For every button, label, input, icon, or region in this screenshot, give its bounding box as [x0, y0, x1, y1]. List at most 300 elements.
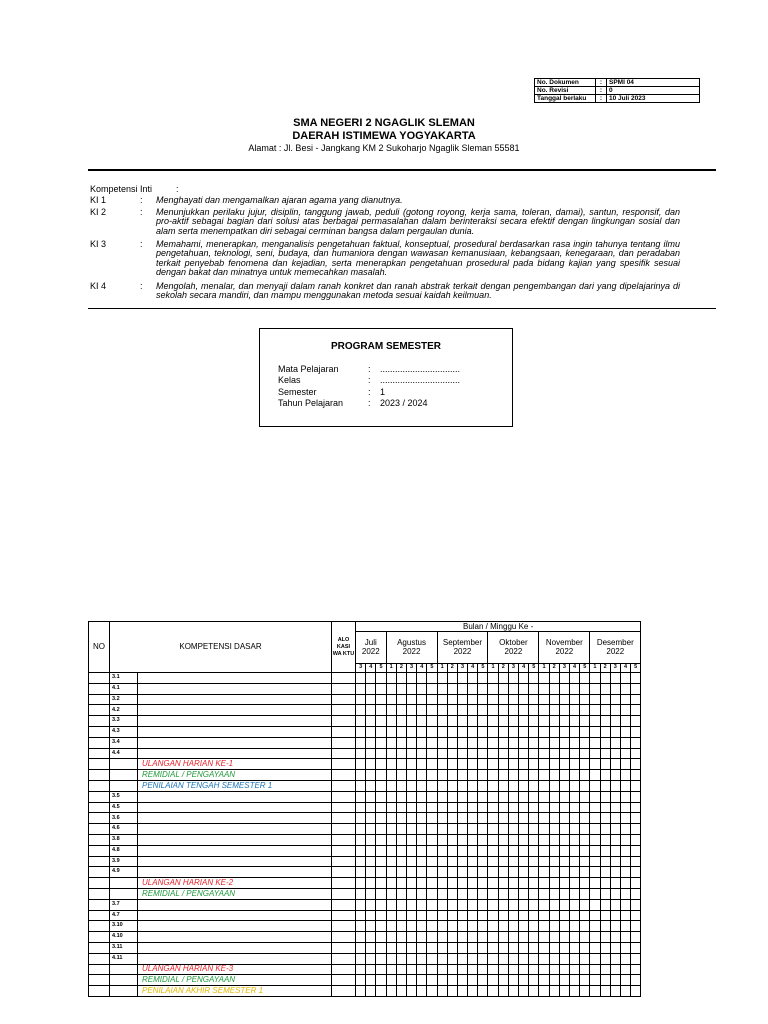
week-cell — [366, 899, 376, 910]
table-row — [89, 683, 641, 694]
week-cell — [366, 802, 376, 813]
week-cell — [417, 770, 427, 781]
month-header — [356, 632, 387, 664]
week-cell — [417, 824, 427, 835]
week-cell — [437, 878, 447, 889]
week-cell — [590, 759, 600, 770]
week-cell — [508, 824, 518, 835]
week-cell — [600, 856, 610, 867]
week-cell — [519, 673, 529, 684]
week-cell — [569, 986, 579, 997]
week-cell — [600, 694, 610, 705]
month-name: September — [442, 638, 483, 647]
week-cell — [406, 834, 416, 845]
week-cell — [366, 867, 376, 878]
row-alokasi — [332, 824, 356, 835]
week-cell — [580, 673, 590, 684]
row-no — [89, 813, 110, 824]
ki-text: Memahami, menerapkan, menganalisis pengetahuan faktual, konseptual, prosedural berdasarkan rasa ingin tahunya tentang ilmu pengetahuan, teknologi, seni, budaya, dan humaniora dengan wawasan kemanusiaan, kebangsaan, kenegaraan, dan peradaban terkait penyebab fenomena dan kejadian, serta menerapkan pengetahuan prosedural pada bidang kajian yang spesifik sesuai dengan bakat dan minatnya untuk memecahkan masalah. — [156, 239, 680, 277]
week-cell — [427, 942, 437, 953]
week-cell — [406, 694, 416, 705]
week-cell — [427, 705, 437, 716]
week-cell — [447, 683, 457, 694]
ki-divider — [88, 308, 716, 309]
week-cell — [610, 878, 620, 889]
week-cell — [366, 694, 376, 705]
week-number: 1 — [590, 664, 600, 673]
week-cell — [498, 673, 508, 684]
week-cell — [386, 791, 396, 802]
week-cell — [376, 942, 386, 953]
week-cell — [457, 673, 467, 684]
week-cell — [539, 770, 549, 781]
week-cell — [529, 683, 539, 694]
week-cell — [631, 953, 641, 964]
week-cell — [631, 780, 641, 791]
week-cell — [356, 899, 366, 910]
week-cell — [508, 878, 518, 889]
week-cell — [529, 921, 539, 932]
week-cell — [427, 802, 437, 813]
week-cell — [447, 878, 457, 889]
week-cell — [620, 932, 630, 943]
week-number: 4 — [366, 664, 376, 673]
week-number: 4 — [620, 664, 630, 673]
week-cell — [610, 683, 620, 694]
week-cell — [468, 942, 478, 953]
week-cell — [600, 910, 610, 921]
week-cell — [488, 824, 498, 835]
week-cell — [631, 888, 641, 899]
week-cell — [376, 759, 386, 770]
row-no — [89, 834, 110, 845]
document-info-table — [534, 78, 700, 103]
week-cell — [631, 899, 641, 910]
week-cell — [376, 673, 386, 684]
week-cell — [580, 953, 590, 964]
week-cell — [508, 910, 518, 921]
week-cell — [580, 759, 590, 770]
table-row — [89, 910, 641, 921]
week-cell — [386, 867, 396, 878]
week-cell — [620, 705, 630, 716]
week-cell — [376, 737, 386, 748]
week-cell — [559, 932, 569, 943]
week-cell — [539, 953, 549, 964]
week-cell — [539, 694, 549, 705]
week-cell — [620, 964, 630, 975]
week-cell — [366, 705, 376, 716]
row-no — [89, 964, 110, 975]
week-cell — [437, 834, 447, 845]
week-cell — [620, 856, 630, 867]
week-cell — [376, 921, 386, 932]
week-cell — [631, 726, 641, 737]
week-cell — [569, 791, 579, 802]
week-cell — [600, 673, 610, 684]
week-cell — [569, 899, 579, 910]
week-cell — [508, 726, 518, 737]
week-cell — [478, 986, 488, 997]
row-no — [89, 759, 110, 770]
week-cell — [498, 878, 508, 889]
week-cell — [519, 748, 529, 759]
week-cell — [559, 770, 569, 781]
week-cell — [457, 953, 467, 964]
week-cell — [457, 942, 467, 953]
row-kd-code: 4.10 — [110, 932, 138, 943]
week-cell — [396, 921, 406, 932]
week-cell — [508, 856, 518, 867]
week-cell — [396, 737, 406, 748]
week-cell — [356, 888, 366, 899]
ki-heading — [90, 184, 179, 194]
week-cell — [366, 770, 376, 781]
week-cell — [559, 910, 569, 921]
week-cell — [569, 845, 579, 856]
week-cell — [447, 975, 457, 986]
month-header — [590, 632, 641, 664]
week-cell — [457, 802, 467, 813]
week-cell — [569, 921, 579, 932]
week-cell — [631, 716, 641, 727]
row-kd-code — [110, 770, 138, 781]
week-cell — [468, 705, 478, 716]
week-cell — [580, 770, 590, 781]
doc-info-label: Tanggal berlaku — [535, 95, 596, 103]
doc-info-row — [535, 87, 700, 95]
week-cell — [478, 770, 488, 781]
week-cell — [620, 910, 630, 921]
row-alokasi — [332, 791, 356, 802]
week-cell — [569, 867, 579, 878]
row-no — [89, 888, 110, 899]
week-cell — [600, 986, 610, 997]
week-cell — [417, 683, 427, 694]
row-no — [89, 910, 110, 921]
row-alokasi — [332, 834, 356, 845]
week-number: 1 — [488, 664, 498, 673]
row-kd-description — [138, 856, 332, 867]
row-kd-code — [110, 878, 138, 889]
week-cell — [600, 845, 610, 856]
week-cell — [569, 683, 579, 694]
week-cell — [437, 888, 447, 899]
table-row — [89, 705, 641, 716]
week-cell — [417, 975, 427, 986]
week-number: 2 — [396, 664, 406, 673]
row-kd-description — [138, 813, 332, 824]
week-cell — [559, 791, 569, 802]
week-cell — [610, 759, 620, 770]
row-kd-code: 4.2 — [110, 705, 138, 716]
week-cell — [437, 770, 447, 781]
week-cell — [631, 770, 641, 781]
week-cell — [417, 888, 427, 899]
week-cell — [620, 986, 630, 997]
week-cell — [620, 802, 630, 813]
week-cell — [508, 748, 518, 759]
week-cell — [386, 694, 396, 705]
program-value: ................................ — [380, 364, 461, 374]
row-kd-description: REMIDIAL / PENGAYAAN — [138, 975, 332, 986]
week-cell — [539, 726, 549, 737]
ki-heading-label: Kompetensi Inti — [90, 184, 153, 194]
week-cell — [580, 748, 590, 759]
week-cell — [376, 726, 386, 737]
week-cell — [376, 856, 386, 867]
week-cell — [457, 791, 467, 802]
week-cell — [488, 964, 498, 975]
week-cell — [580, 975, 590, 986]
week-cell — [539, 975, 549, 986]
month-name: November — [545, 638, 583, 647]
table-row — [89, 899, 641, 910]
week-cell — [549, 932, 559, 943]
week-cell — [457, 737, 467, 748]
week-cell — [468, 867, 478, 878]
week-cell — [580, 888, 590, 899]
week-cell — [386, 921, 396, 932]
week-cell — [610, 921, 620, 932]
week-cell — [569, 834, 579, 845]
week-cell — [427, 780, 437, 791]
row-kd-code: 4.11 — [110, 953, 138, 964]
program-colon: : — [368, 398, 371, 408]
row-kd-description — [138, 899, 332, 910]
row-kd-description — [138, 726, 332, 737]
week-cell — [447, 932, 457, 943]
week-cell — [549, 737, 559, 748]
week-number: 3 — [559, 664, 569, 673]
table-row — [89, 770, 641, 781]
week-cell — [468, 770, 478, 781]
program-row — [278, 375, 460, 385]
week-cell — [549, 899, 559, 910]
table-row — [89, 986, 641, 997]
row-kd-description: REMIDIAL / PENGAYAAN — [138, 770, 332, 781]
ki-label: KI 2 — [90, 207, 107, 217]
week-cell — [549, 845, 559, 856]
week-cell — [498, 964, 508, 975]
week-cell — [406, 748, 416, 759]
week-cell — [590, 986, 600, 997]
week-cell — [488, 932, 498, 943]
week-cell — [529, 942, 539, 953]
week-cell — [580, 824, 590, 835]
week-cell — [488, 942, 498, 953]
week-cell — [447, 748, 457, 759]
week-cell — [447, 942, 457, 953]
week-cell — [447, 867, 457, 878]
table-row — [89, 888, 641, 899]
week-cell — [488, 975, 498, 986]
doc-info-value: SPMI 04 — [607, 79, 700, 87]
week-cell — [631, 964, 641, 975]
ki-label: KI 3 — [90, 239, 107, 249]
week-cell — [508, 834, 518, 845]
week-cell — [549, 986, 559, 997]
month-year: 2022 — [504, 647, 523, 656]
week-cell — [529, 953, 539, 964]
week-cell — [406, 878, 416, 889]
row-kd-code: 3.5 — [110, 791, 138, 802]
week-cell — [620, 867, 630, 878]
week-number: 3 — [508, 664, 518, 673]
week-cell — [519, 888, 529, 899]
week-cell — [559, 964, 569, 975]
week-cell — [610, 899, 620, 910]
week-cell — [468, 899, 478, 910]
table-row — [89, 759, 641, 770]
row-alokasi — [332, 910, 356, 921]
week-cell — [427, 856, 437, 867]
week-cell — [580, 856, 590, 867]
week-cell — [356, 802, 366, 813]
week-cell — [427, 770, 437, 781]
ki-text: Mengolah, menalar, dan menyaji dalam ranah konkret dan ranah abstrak terkait dengan pengembangan dari yang dipelajarinya di sekolah secara mandiri, dan mampu menggunakan metoda sesuai kaidah keilmuan. — [156, 281, 680, 301]
week-cell — [498, 888, 508, 899]
row-no — [89, 780, 110, 791]
week-cell — [427, 834, 437, 845]
week-cell — [437, 791, 447, 802]
table-row — [89, 878, 641, 889]
week-cell — [427, 867, 437, 878]
week-cell — [600, 942, 610, 953]
week-cell — [529, 737, 539, 748]
week-cell — [488, 899, 498, 910]
week-cell — [457, 824, 467, 835]
week-cell — [417, 878, 427, 889]
week-cell — [620, 899, 630, 910]
week-cell — [559, 856, 569, 867]
week-cell — [610, 737, 620, 748]
table-row — [89, 845, 641, 856]
week-cell — [417, 845, 427, 856]
week-cell — [529, 673, 539, 684]
week-number: 3 — [610, 664, 620, 673]
week-cell — [539, 845, 549, 856]
week-cell — [569, 802, 579, 813]
row-kd-code: 3.2 — [110, 694, 138, 705]
week-cell — [386, 932, 396, 943]
row-kd-description: PENILAIAN TENGAH SEMESTER 1 — [138, 780, 332, 791]
week-cell — [488, 716, 498, 727]
program-value: 1 — [380, 387, 386, 397]
week-cell — [376, 824, 386, 835]
row-kd-description — [138, 932, 332, 943]
week-cell — [539, 683, 549, 694]
week-cell — [437, 986, 447, 997]
week-cell — [539, 705, 549, 716]
week-cell — [508, 705, 518, 716]
week-cell — [600, 932, 610, 943]
week-cell — [519, 845, 529, 856]
week-cell — [386, 953, 396, 964]
week-cell — [376, 845, 386, 856]
week-cell — [559, 759, 569, 770]
row-kd-code: 3.7 — [110, 899, 138, 910]
week-cell — [447, 694, 457, 705]
week-cell — [590, 705, 600, 716]
week-cell — [427, 694, 437, 705]
doc-info-value: 0 — [607, 87, 700, 95]
week-cell — [569, 888, 579, 899]
row-alokasi — [332, 726, 356, 737]
week-cell — [549, 802, 559, 813]
week-cell — [610, 964, 620, 975]
week-cell — [468, 986, 478, 997]
doc-info-row — [535, 95, 700, 103]
week-cell — [631, 986, 641, 997]
week-cell — [631, 942, 641, 953]
week-cell — [406, 737, 416, 748]
week-cell — [396, 845, 406, 856]
week-cell — [386, 975, 396, 986]
week-cell — [366, 856, 376, 867]
week-cell — [508, 770, 518, 781]
table-row — [89, 964, 641, 975]
week-cell — [427, 759, 437, 770]
week-cell — [478, 834, 488, 845]
week-cell — [478, 888, 488, 899]
month-name: Juli — [364, 638, 377, 647]
week-cell — [631, 867, 641, 878]
week-cell — [386, 780, 396, 791]
week-cell — [478, 899, 488, 910]
week-cell — [468, 759, 478, 770]
week-cell — [590, 921, 600, 932]
week-cell — [580, 845, 590, 856]
ki-text: Menunjukkan perilaku jujur, disiplin, tanggung jawab, peduli (gotong royong, kerja sama, toleran, damai), santun, responsif, dan pro-aktif sebagai bagian dari solusi atas berbagai permasalahan dalam berinteraksi secara efektif dengan lingkungan sosial dan alam serta menempatkan diri sebagai cerminan bangsa dalam pergaulan dunia. — [156, 207, 680, 236]
week-cell — [447, 770, 457, 781]
week-cell — [457, 932, 467, 943]
month-year: 2022 — [555, 647, 574, 656]
week-cell — [478, 705, 488, 716]
week-cell — [620, 780, 630, 791]
week-cell — [457, 845, 467, 856]
week-cell — [437, 780, 447, 791]
doc-info-row — [535, 79, 700, 87]
week-cell — [549, 705, 559, 716]
week-cell — [396, 953, 406, 964]
week-cell — [356, 975, 366, 986]
week-cell — [437, 910, 447, 921]
school-address: Alamat : Jl. Besi - Jangkang KM 2 Sukoharjo Ngaglik Sleman 55581 — [248, 143, 520, 153]
week-number: 5 — [427, 664, 437, 673]
week-cell — [610, 845, 620, 856]
week-cell — [417, 791, 427, 802]
week-number: 3 — [457, 664, 467, 673]
week-cell — [356, 953, 366, 964]
week-cell — [437, 899, 447, 910]
week-cell — [529, 802, 539, 813]
week-cell — [386, 813, 396, 824]
week-cell — [590, 867, 600, 878]
week-cell — [437, 845, 447, 856]
week-cell — [396, 673, 406, 684]
row-kd-description — [138, 942, 332, 953]
week-cell — [590, 910, 600, 921]
week-cell — [508, 867, 518, 878]
week-cell — [447, 791, 457, 802]
doc-info-sep: : — [596, 95, 607, 103]
week-cell — [508, 888, 518, 899]
column-no-header: NO — [89, 622, 110, 673]
row-alokasi — [332, 975, 356, 986]
week-cell — [559, 780, 569, 791]
week-cell — [600, 899, 610, 910]
